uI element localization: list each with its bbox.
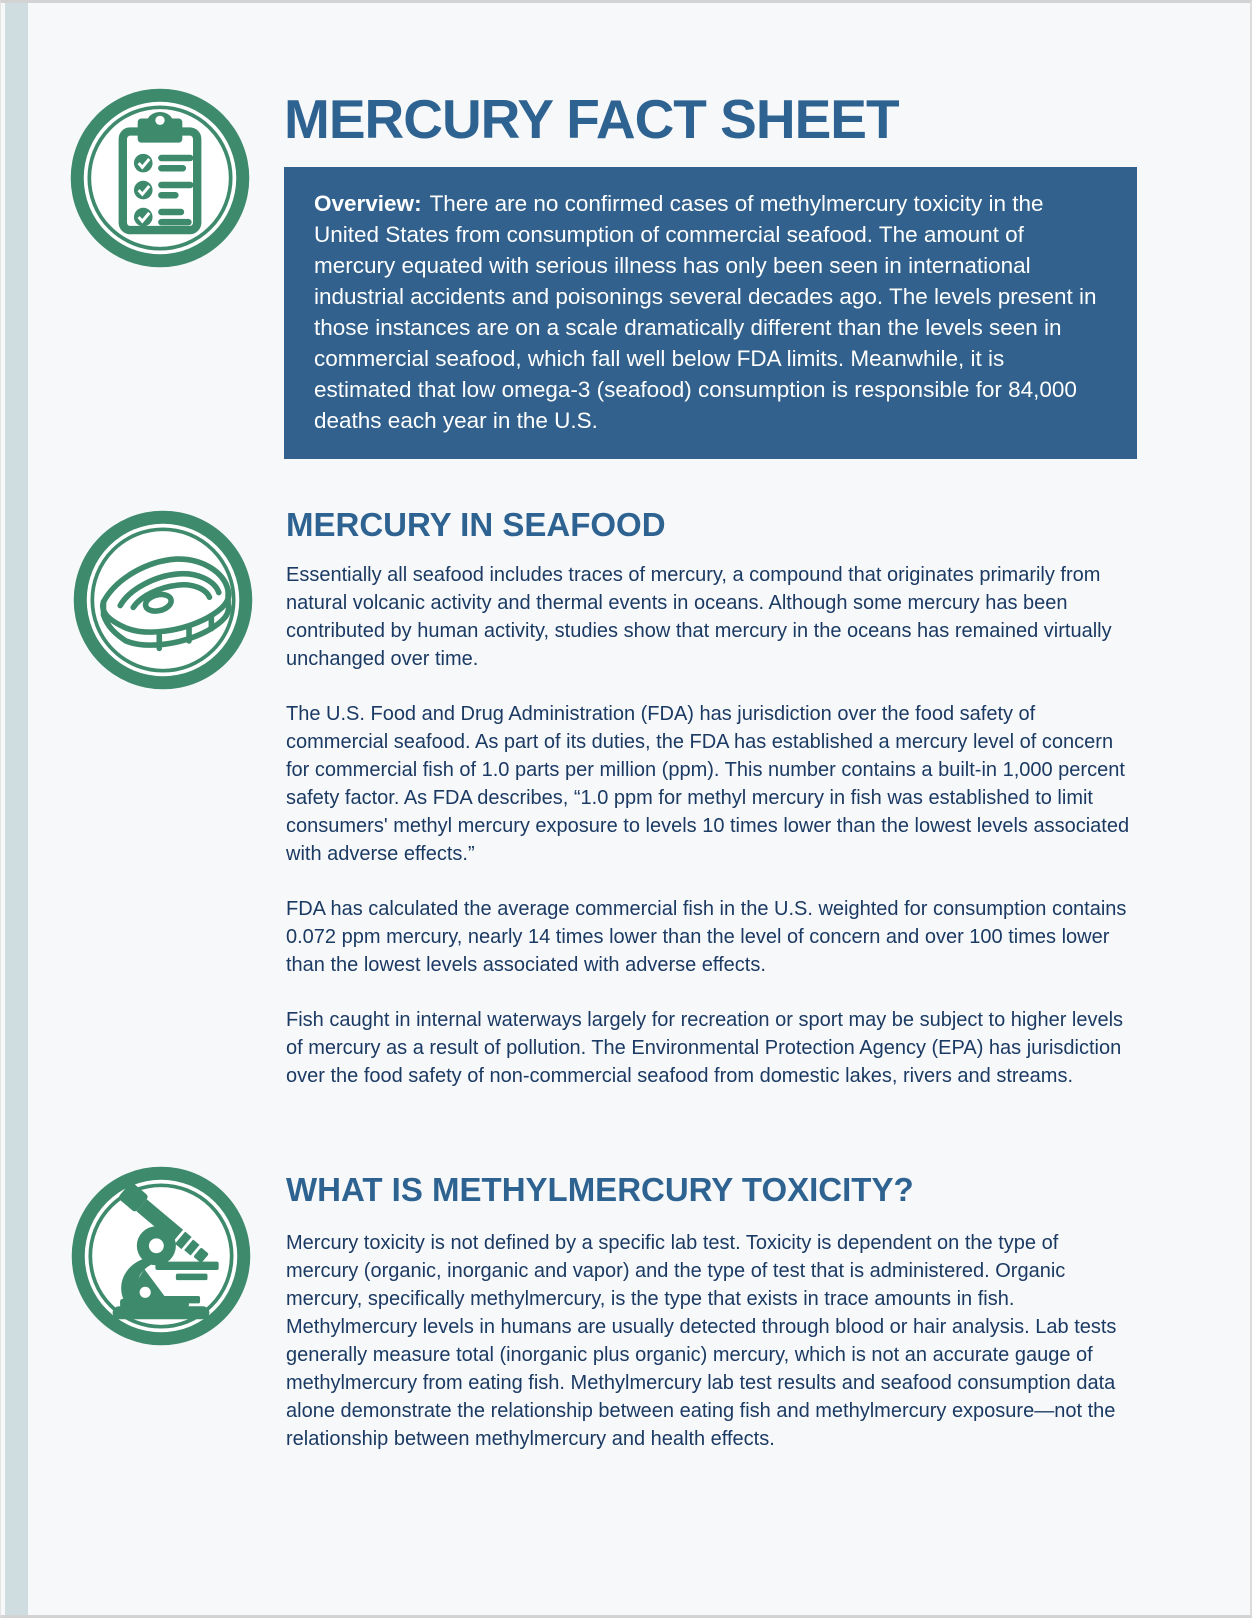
section-body-mercury-in-seafood xyxy=(286,561,1131,1090)
fish-fillet-icon xyxy=(70,507,256,693)
paragraph-seafood-traces: Essentially all seafood includes traces of mercury, a compound that originates primarily from natural volcanic activity and thermal events in oceans. Although some mercury has been contributed by human activity, studies show that mercury in the oceans has remained virtually unchanged over time. xyxy=(286,564,1112,670)
paragraph-fda-level-of-concern: The U.S. Food and Drug Administration (FDA) has jurisdiction over the food safety of commercial seafood. As part of its duties, the FDA has established a mercury level of concern for commercial fish of 1.0 parts per million (ppm). This number contains a built-in 1,000 percent safety factor. As FDA describes, “1.0 ppm for methyl mercury in fish was established to limit consumers' methyl mercury exposure to levels 10 times lower than the lowest levels associated with adverse effects.” xyxy=(286,703,1130,865)
overview-label: Overview: xyxy=(314,191,422,216)
overview-text: There are no confirmed cases of methylmercury toxicity in the United States from consumption of commercial seafood. The amount of mercury equated with serious illness has only been seen in international industrial accidents and poisonings several decades ago. The levels present in those instances are on a scale dramatically different than the levels seen in commercial seafood, which fall well below FDA limits. Meanwhile, it is estimated that low omega-3 (seafood) consumption is responsible for 84,000 deaths each year in the U.S. xyxy=(314,191,1097,433)
left-edge-stripe xyxy=(5,3,28,1615)
overview-paragraph xyxy=(314,188,1107,436)
clipboard-checklist-icon xyxy=(67,85,253,271)
section-body-methylmercury-toxicity xyxy=(286,1229,1131,1453)
section-heading-mercury-in-seafood: MERCURY IN SEAFOOD xyxy=(286,506,666,543)
paragraph-epa-jurisdiction: Fish caught in internal waterways largely for recreation or sport may be subject to higher levels of mercury as a result of pollution. The Environmental Protection Agency (EPA) has jurisdiction over the food safety of non-commercial seafood from domestic lakes, rivers and streams. xyxy=(286,1009,1124,1087)
page-title: MERCURY FACT SHEET xyxy=(284,88,899,150)
section-heading-methylmercury-toxicity: WHAT IS METHYLMERCURY TOXICITY? xyxy=(286,1171,914,1208)
microscope-icon xyxy=(68,1163,254,1349)
overview-box xyxy=(284,167,1137,459)
paragraph-toxicity-definition: Mercury toxicity is not defined by a specific lab test. Toxicity is dependent on the type of mercury (organic, inorganic and vapor) and the type of test that is administered. Organic mercury, specifically methylmercury, is the type that exists in trace amounts in fish. Methylmercury levels in humans are usually detected through blood or hair analysis. Lab tests generally measure total (inorganic plus organic) mercury, which is not an accurate gauge of methylmercury from eating fish. Methylmercury lab test results and seafood consumption data alone demonstrate the relationship between eating fish and methylmercury exposure—not the relationship between methylmercury and health effects. xyxy=(286,1232,1117,1450)
paragraph-fda-average: FDA has calculated the average commercial fish in the U.S. weighted for consumption contains 0.072 ppm mercury, nearly 14 times lower than the level of concern and over 100 times lower than the lowest levels associated with adverse effects. xyxy=(286,898,1127,976)
